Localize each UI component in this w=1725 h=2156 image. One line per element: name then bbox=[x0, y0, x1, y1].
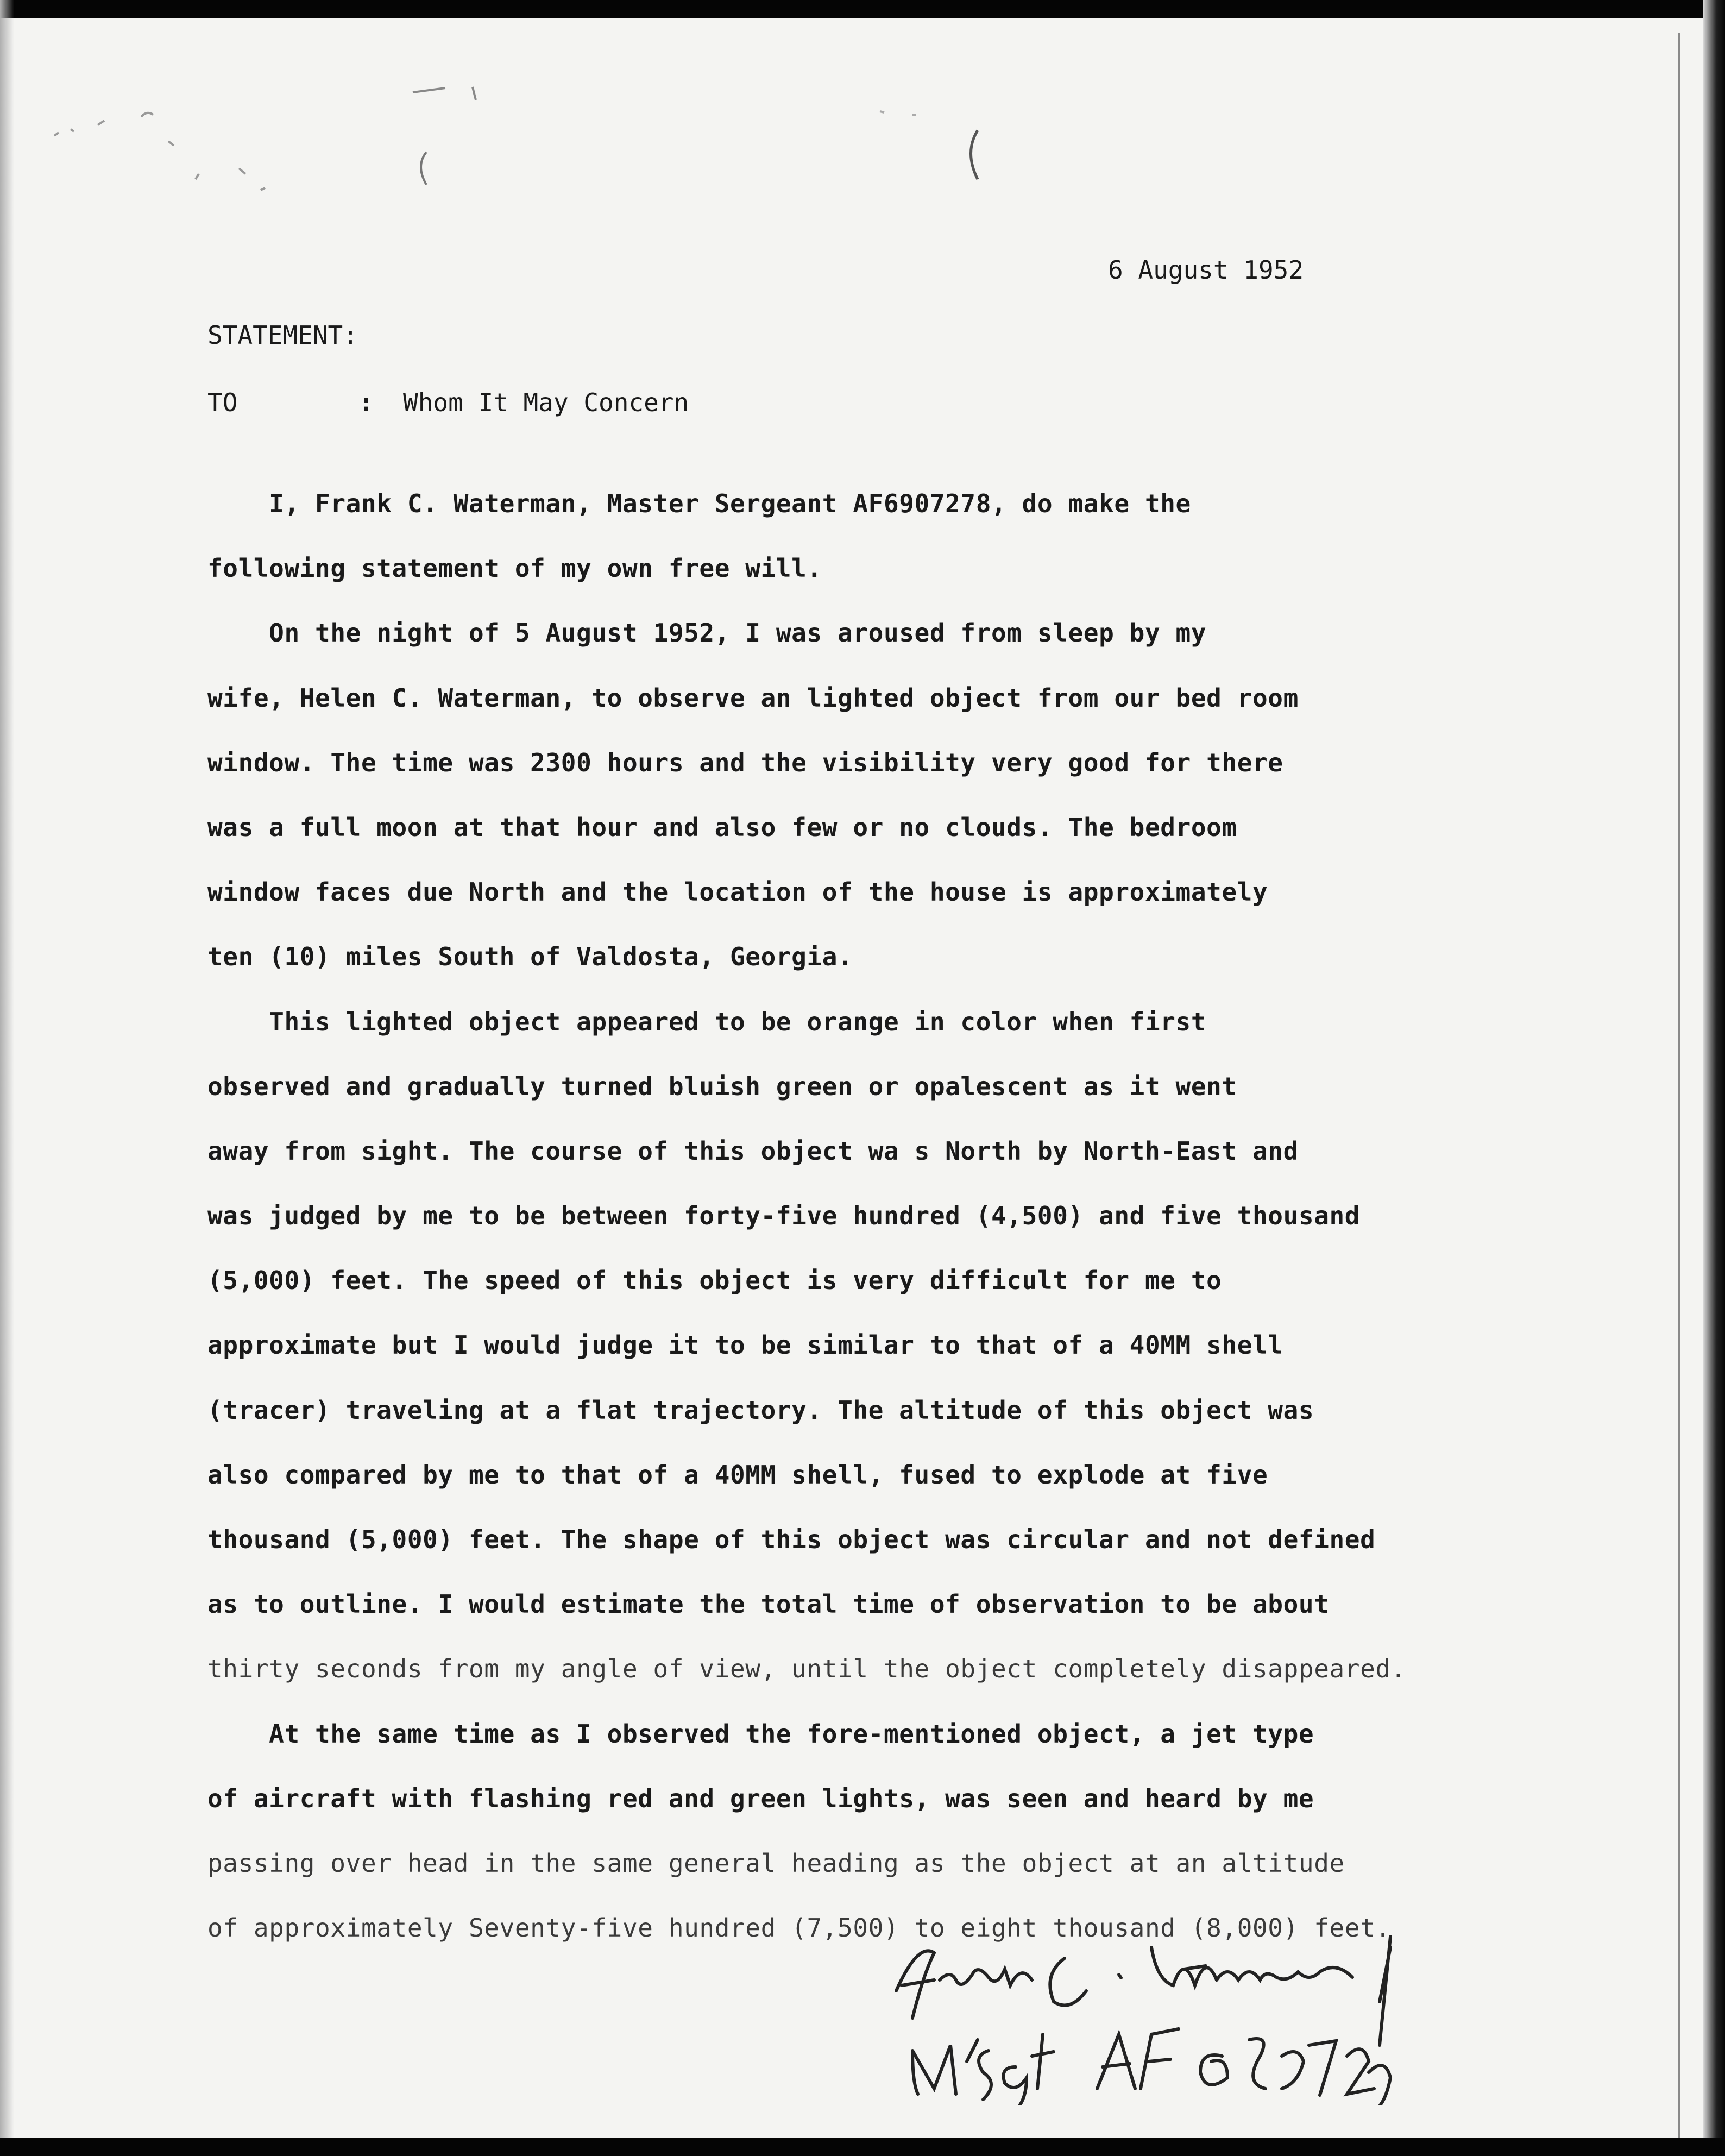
body-line: (5,000) feet. The speed of this object is very difficult for me to bbox=[207, 1266, 1222, 1296]
body-line: At the same time as I observed the fore-mentioned object, a jet type bbox=[207, 1719, 1314, 1749]
body-line: window faces due North and the location of the house is approximately bbox=[207, 877, 1268, 907]
body-line: wife, Helen C. Waterman, to observe an lighted object from our bed room bbox=[207, 683, 1299, 713]
body-line: thirty seconds from my angle of view, until the object completely disappeared. bbox=[207, 1654, 1406, 1684]
body-line: ten (10) miles South of Valdosta, Georgia. bbox=[207, 942, 853, 972]
scan-top-border bbox=[0, 0, 1725, 18]
body-line: following statement of my own free will. bbox=[207, 554, 822, 583]
body-line: also compared by me to that of a 40MM shell, fused to explode at five bbox=[207, 1460, 1268, 1489]
document-date: 6 August 1952 bbox=[1108, 255, 1304, 285]
body-line: approximate but I would judge it to be similar to that of a 40MM shell bbox=[207, 1330, 1283, 1360]
to-separator: : bbox=[358, 388, 374, 417]
body-line: of aircraft with flashing red and green lights, was seen and heard by me bbox=[207, 1783, 1314, 1813]
scan-left-shadow bbox=[0, 0, 14, 2156]
statement-heading: STATEMENT: bbox=[207, 320, 358, 350]
body-line: was judged by me to be between forty-five hundred (4,500) and five thousand bbox=[207, 1201, 1361, 1231]
scan-right-border bbox=[1703, 0, 1725, 2156]
body-line: passing over head in the same general heading as the object at an altitude bbox=[207, 1848, 1345, 1878]
body-line: of approximately Seventy-five hundred (7,500) to eight thousand (8,000) feet. bbox=[207, 1913, 1391, 1943]
to-label: TO bbox=[207, 388, 238, 417]
stray-pen-marks bbox=[33, 65, 1065, 239]
handwritten-signature bbox=[880, 1926, 1401, 2105]
statement-body bbox=[207, 487, 1473, 1976]
body-line: as to outline. I would estimate the total time of observation to be about bbox=[207, 1589, 1330, 1619]
body-line: was a full moon at that hour and also few or no clouds. The bedroom bbox=[207, 812, 1237, 842]
body-line: away from sight. The course of this object wa s North by North-East and bbox=[207, 1136, 1299, 1166]
scan-bottom-border bbox=[0, 2138, 1725, 2156]
margin-rule bbox=[1678, 33, 1680, 2140]
body-line: window. The time was 2300 hours and the visibility very good for there bbox=[207, 747, 1283, 777]
body-line: On the night of 5 August 1952, I was aroused from sleep by my bbox=[207, 618, 1207, 648]
body-line: (tracer) traveling at a flat trajectory. The altitude of this object was bbox=[207, 1395, 1314, 1425]
body-line: I, Frank C. Waterman, Master Sergeant AF6907278, do make the bbox=[207, 489, 1191, 518]
body-line: This lighted object appeared to be orange in color when first bbox=[207, 1007, 1207, 1036]
body-line: observed and gradually turned bluish green or opalescent as it went bbox=[207, 1071, 1237, 1101]
body-line: thousand (5,000) feet. The shape of this object was circular and not defined bbox=[207, 1525, 1376, 1554]
to-recipient: Whom It May Concern bbox=[403, 388, 689, 417]
